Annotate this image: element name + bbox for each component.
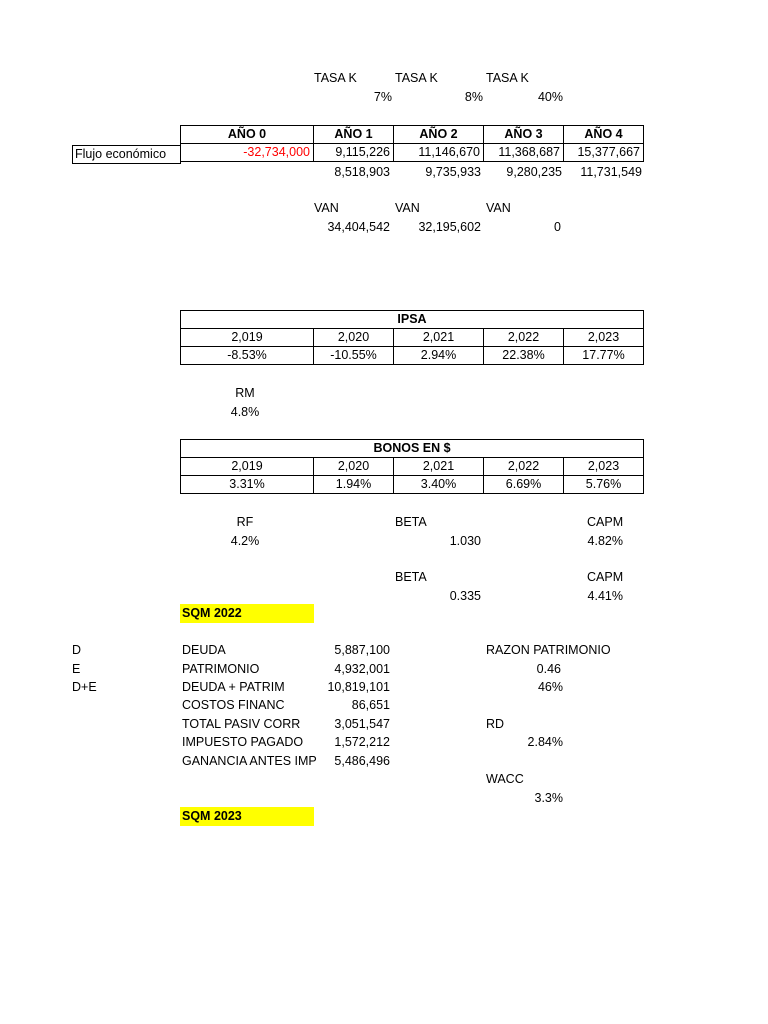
bonos-year: 2,020 — [314, 458, 394, 476]
ipsa-title: IPSA — [181, 311, 644, 329]
razon-patrimonio-pct: 46% — [537, 680, 563, 694]
beta-value-1: 1.030 — [449, 534, 481, 548]
row-label-impuesto: IMPUESTO PAGADO — [182, 735, 304, 749]
ipsa-table — [180, 310, 644, 365]
bonos-value: 3.40% — [394, 476, 484, 494]
bonos-value: 1.94% — [314, 476, 394, 494]
ipsa-values-row — [181, 347, 644, 365]
capm-label-1: CAPM — [587, 515, 624, 529]
bonos-title: BONOS EN $ — [181, 440, 644, 458]
tasa-k-header-3: TASA K — [486, 71, 529, 85]
rm-value: 4.8% — [230, 405, 260, 419]
sqm-2022-title: SQM 2022 — [180, 604, 314, 623]
beta-label-1: BETA — [395, 515, 427, 529]
row-label-total-pasiv: TOTAL PASIV CORR — [182, 717, 301, 731]
rf-label: RF — [236, 515, 254, 529]
ipsa-value: 2.94% — [394, 347, 484, 365]
razon-patrimonio-label: RAZON PATRIMONIO — [486, 643, 611, 657]
bonos-year: 2,019 — [181, 458, 314, 476]
bonos-year: 2,021 — [394, 458, 484, 476]
capm-value-1: 4.82% — [587, 534, 623, 548]
ipsa-value: -8.53% — [181, 347, 314, 365]
letter-e: E — [72, 662, 81, 676]
flujo-value-1: 9,115,226 — [314, 144, 394, 162]
capm-label-2: CAPM — [587, 570, 624, 584]
bonos-value: 6.69% — [484, 476, 564, 494]
bonos-year: 2,023 — [564, 458, 644, 476]
tasa-k-header-2: TASA K — [395, 71, 438, 85]
flujo-value-0: -32,734,000 — [181, 144, 314, 162]
van-label-1: VAN — [314, 201, 339, 215]
row-value-impuesto: 1,572,212 — [334, 735, 390, 749]
year-header-3: AÑO 3 — [484, 126, 564, 144]
bonos-year: 2,022 — [484, 458, 564, 476]
letter-d-plus-e: D+E — [72, 680, 97, 694]
bonos-values-row — [181, 476, 644, 494]
beta-value-2: 0.335 — [449, 589, 481, 603]
sqm-2023-title: SQM 2023 — [180, 807, 314, 826]
flujo-table — [180, 125, 644, 162]
rd-value: 2.84% — [527, 735, 563, 749]
row-value-deuda: 5,887,100 — [334, 643, 390, 657]
ipsa-value: -10.55% — [314, 347, 394, 365]
letter-d: D — [72, 643, 82, 657]
wacc-label: WACC — [486, 772, 524, 786]
razon-patrimonio-value: 0.46 — [536, 662, 561, 676]
discounted-4: 11,731,549 — [580, 165, 642, 179]
tasa-k-value-1: 7% — [373, 90, 392, 104]
tasa-k-header-1: TASA K — [314, 71, 357, 85]
row-value-ganancia: 5,486,496 — [334, 754, 390, 768]
van-value-2: 32,195,602 — [418, 220, 481, 234]
flujo-value-3: 11,368,687 — [484, 144, 564, 162]
discounted-1: 8,518,903 — [334, 165, 390, 179]
row-label-deuda-patrim: DEUDA + PATRIM — [182, 680, 285, 694]
bonos-value: 5.76% — [564, 476, 644, 494]
year-header-0: AÑO 0 — [181, 126, 314, 144]
ipsa-year: 2,021 — [394, 329, 484, 347]
ipsa-year: 2,022 — [484, 329, 564, 347]
wacc-value: 3.3% — [534, 791, 563, 805]
rm-label: RM — [235, 386, 255, 400]
flujo-value-4: 15,377,667 — [564, 144, 644, 162]
bonos-years-row — [181, 458, 644, 476]
ipsa-value: 17.77% — [564, 347, 644, 365]
row-label-patrimonio: PATRIMONIO — [182, 662, 260, 676]
capm-value-2: 4.41% — [587, 589, 623, 603]
ipsa-year: 2,020 — [314, 329, 394, 347]
row-value-costos-financ: 86,651 — [351, 698, 390, 712]
tasa-k-value-2: 8% — [464, 90, 483, 104]
discounted-3: 9,280,235 — [506, 165, 562, 179]
discounted-2: 9,735,933 — [425, 165, 481, 179]
row-value-total-pasiv: 3,051,547 — [334, 717, 390, 731]
van-value-3: 0 — [554, 220, 561, 234]
row-label-ganancia: GANANCIA ANTES IMP — [182, 754, 317, 768]
bonos-value: 3.31% — [181, 476, 314, 494]
year-header-2: AÑO 2 — [394, 126, 484, 144]
van-label-3: VAN — [486, 201, 511, 215]
van-value-1: 34,404,542 — [327, 220, 390, 234]
bonos-table — [180, 439, 644, 494]
tasa-k-value-3: 40% — [537, 90, 563, 104]
ipsa-year: 2,023 — [564, 329, 644, 347]
rd-label: RD — [486, 717, 505, 731]
year-header-4: AÑO 4 — [564, 126, 644, 144]
row-label-deuda: DEUDA — [182, 643, 226, 657]
rf-value: 4.2% — [230, 534, 260, 548]
row-label-costos-financ: COSTOS FINANC — [182, 698, 285, 712]
row-value-deuda-patrim: 10,819,101 — [327, 680, 390, 694]
van-label-2: VAN — [395, 201, 420, 215]
flujo-row-label: Flujo económico — [72, 145, 181, 164]
flujo-value-2: 11,146,670 — [394, 144, 484, 162]
ipsa-years-row — [181, 329, 644, 347]
ipsa-value: 22.38% — [484, 347, 564, 365]
flujo-header-row — [181, 126, 644, 144]
row-value-patrimonio: 4,932,001 — [334, 662, 390, 676]
ipsa-year: 2,019 — [181, 329, 314, 347]
beta-label-2: BETA — [395, 570, 427, 584]
year-header-1: AÑO 1 — [314, 126, 394, 144]
flujo-values-row — [181, 144, 644, 162]
